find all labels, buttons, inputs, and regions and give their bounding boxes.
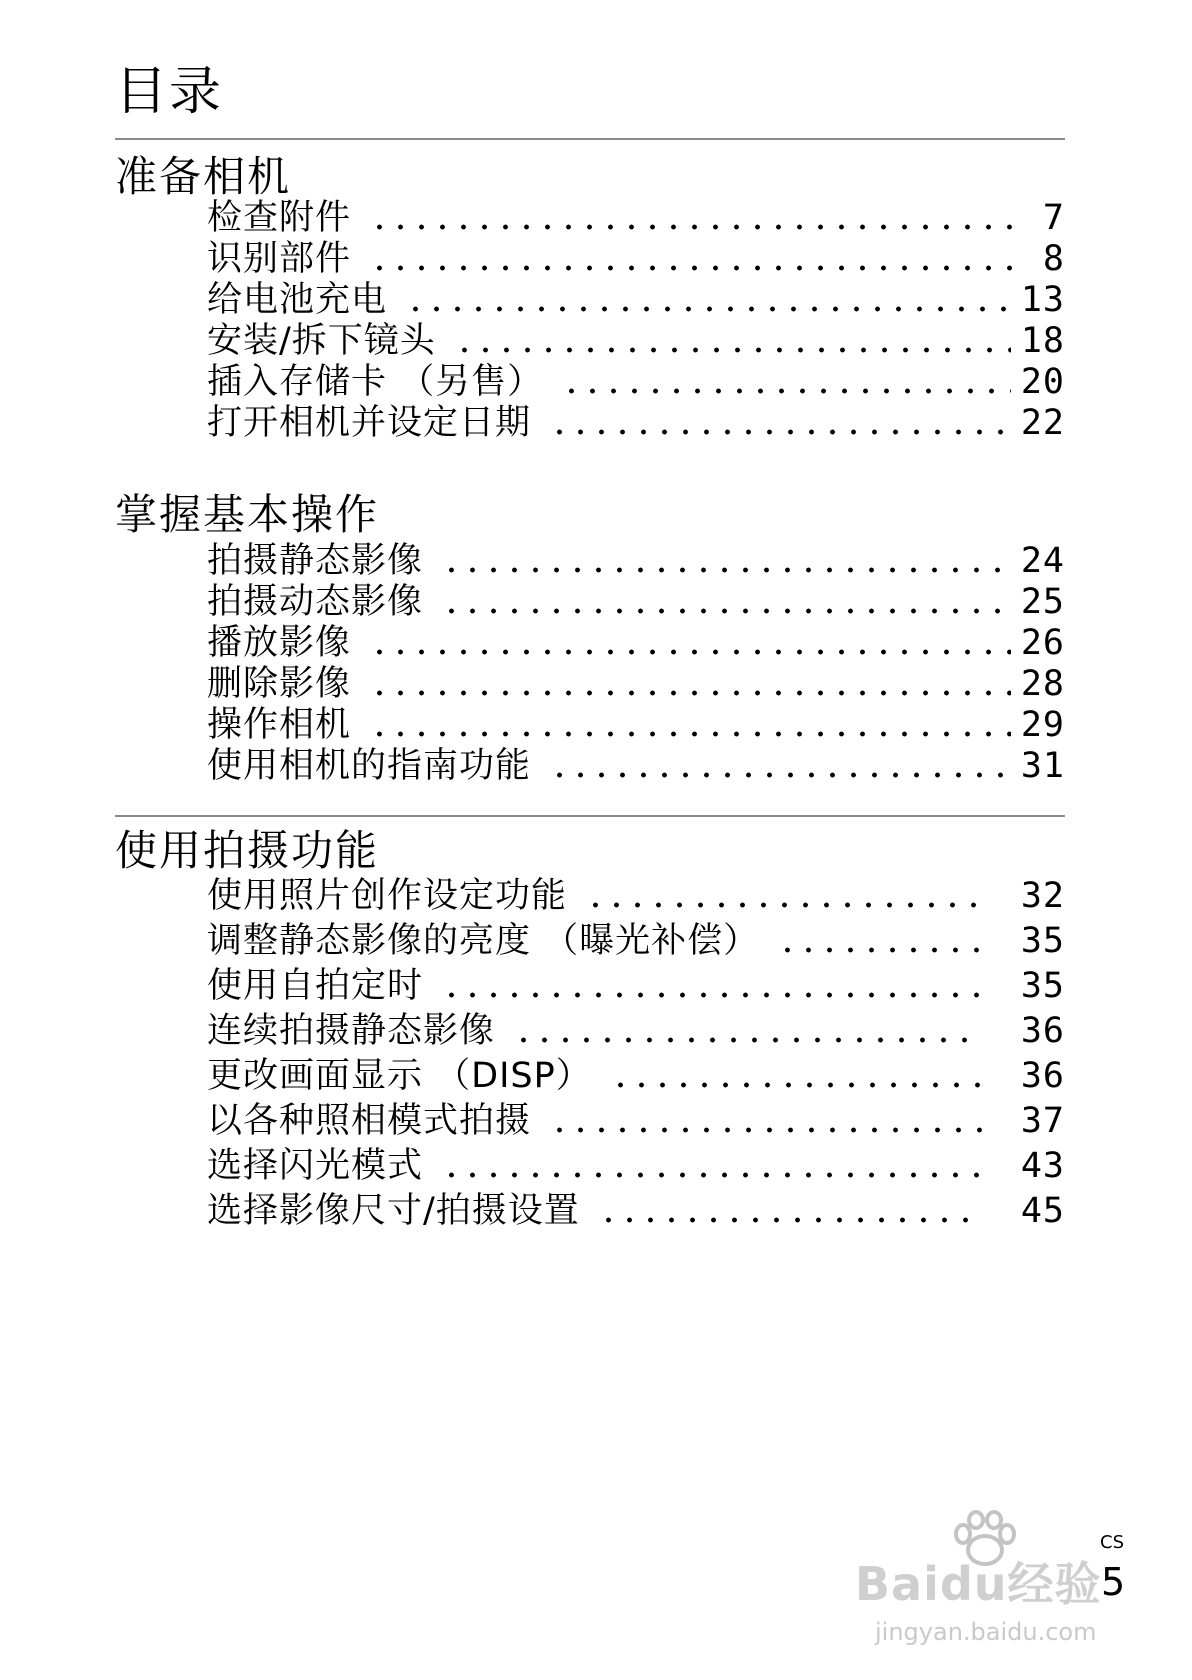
toc-entry[interactable] [207,280,1065,320]
toc-entry-label: 使用相机的指南功能 [207,746,532,786]
toc-entry-label: 打开相机并设定日期 [207,403,532,443]
toc-entry-label: 拍摄静态影像 [207,541,424,581]
toc-entry[interactable] [207,1191,1065,1231]
dot-leader [561,388,1011,394]
language-code: CS [1100,1532,1124,1553]
toc-entry[interactable] [207,705,1065,745]
toc-entry-page: 29 [1020,705,1065,745]
toc-entry-page: 32 [1020,876,1065,916]
toc-entry-label: 调整静态影像的亮度 （曝光补偿） [207,921,760,961]
toc-entry-label: 使用自拍定时 [207,966,424,1006]
toc-entry-page: 35 [1020,921,1065,961]
toc-entry-label: 使用照片创作设定功能 [207,876,568,916]
toc-entry[interactable] [207,1011,1065,1051]
toc-entry[interactable] [207,362,1065,402]
watermark-url: jingyan.baidu.com [875,1618,1097,1646]
dot-leader [549,429,1011,435]
divider-top [115,138,1065,140]
toc-entry[interactable] [207,198,1065,238]
divider-middle [115,815,1065,817]
dot-leader [405,306,1011,312]
dot-leader [369,224,1015,230]
dot-leader [369,731,1011,737]
toc-entry-page: 7 [1042,198,1065,238]
toc-entry-page: 22 [1020,403,1065,443]
toc-entry-page: 18 [1020,321,1065,361]
toc-entry-page: 36 [1020,1011,1065,1051]
toc-entry-page: 36 [1020,1056,1065,1096]
section-title-basic-operations: 掌握基本操作 [115,490,380,539]
page-title: 目录 [115,62,224,122]
toc-entry-page: 37 [1020,1101,1065,1141]
dot-leader [777,947,983,953]
toc-entry-page: 20 [1020,362,1065,402]
toc-entry-label: 选择闪光模式 [207,1146,424,1186]
dot-leader [441,608,1011,614]
toc-entry-label: 播放影像 [207,623,352,663]
toc-entry-page: 26 [1020,623,1065,663]
dot-leader [598,1217,983,1223]
dot-leader [441,1172,983,1178]
toc-entry[interactable] [207,1146,1065,1186]
toc-entry-page: 31 [1020,746,1065,786]
toc-entry-label: 删除影像 [207,664,352,704]
toc-entry[interactable] [207,966,1065,1006]
toc-entry-label: 插入存储卡 （另售） [207,362,544,402]
toc-entry[interactable] [207,403,1065,443]
dot-leader [441,567,1011,573]
toc-entry-page: 8 [1042,239,1065,279]
page-number: 5 [1101,1560,1126,1604]
toc-entry-page: 28 [1020,664,1065,704]
dot-leader [454,347,1011,353]
toc-entry[interactable] [207,321,1065,361]
dot-leader [369,265,1015,271]
toc-entry-label: 安装/拆下镜头 [207,321,436,361]
section-title-shooting-functions: 使用拍摄功能 [115,826,380,875]
toc-entry[interactable] [207,876,1065,916]
toc-entry[interactable] [207,623,1065,663]
toc-entry-page: 35 [1020,966,1065,1006]
watermark-brand: Baidu经验 [855,1557,1102,1611]
dot-leader [549,772,1011,778]
toc-entry-page: 24 [1020,541,1065,581]
toc-entry[interactable] [207,239,1065,279]
toc-entry-label: 给电池充电 [207,280,388,320]
toc-entry-label: 拍摄动态影像 [207,582,424,622]
toc-entry-page: 25 [1020,582,1065,622]
toc-entry-page: 13 [1020,280,1065,320]
toc-entry-page: 43 [1020,1146,1065,1186]
dot-leader [369,690,1011,696]
dot-leader [585,902,983,908]
section-title-prepare-camera: 准备相机 [115,152,292,201]
toc-entry-label: 选择影像尺寸/拍摄设置 [207,1191,580,1231]
watermark [855,1510,1125,1650]
toc-entry-label: 更改画面显示 （DISP） [207,1056,592,1096]
toc-entry[interactable] [207,1101,1065,1141]
dot-leader [549,1127,983,1133]
toc-entry-label: 连续拍摄静态影像 [207,1011,496,1051]
toc-entry[interactable] [207,541,1065,581]
dot-leader [610,1082,983,1088]
dot-leader [513,1037,983,1043]
dot-leader [369,649,1011,655]
toc-entry-label: 检查附件 [207,198,352,238]
toc-entry-page: 45 [1020,1191,1065,1231]
toc-entry-label: 操作相机 [207,705,352,745]
toc-entry[interactable] [207,582,1065,622]
toc-entry[interactable] [207,664,1065,704]
dot-leader [441,992,983,998]
toc-entry-label: 识别部件 [207,239,352,279]
toc-entry[interactable] [207,746,1065,786]
toc-entry[interactable] [207,1056,1065,1096]
toc-entry-label: 以各种照相模式拍摄 [207,1101,532,1141]
toc-entry[interactable] [207,921,1065,961]
